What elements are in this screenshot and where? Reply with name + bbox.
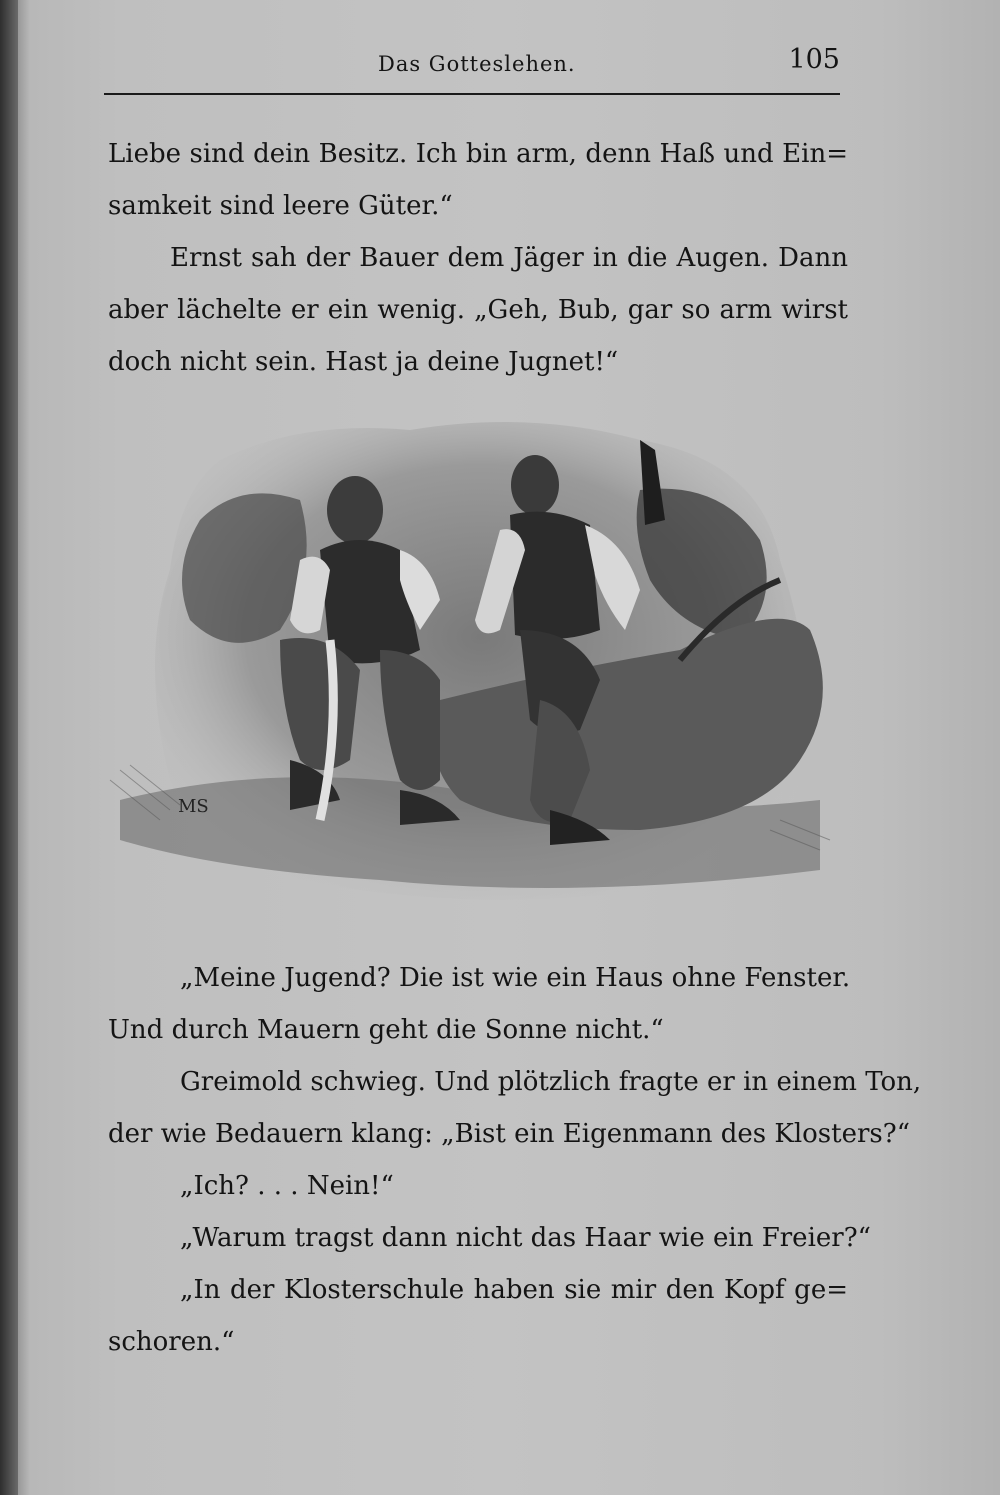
text-line: schoren.“: [108, 1327, 235, 1357]
text-line: Greimold schwieg. Und plötzlich fragte er in einem Ton,: [180, 1067, 922, 1097]
text-line: aber lächelte er ein wenig. „Geh, Bub, gar so arm wirst: [108, 295, 848, 325]
text-line: der wie Bedauern klang: „Bist ein Eigenmann des Klosters?“: [108, 1119, 910, 1149]
text-line: „Meine Jugend? Die ist wie ein Haus ohne Fenster.: [180, 963, 851, 993]
running-title: Das Gotteslehen.: [378, 52, 576, 76]
header-rule: [104, 93, 840, 95]
book-spine-shadow: [0, 0, 18, 1495]
engraving-illustration: [80, 400, 860, 920]
text-line: doch nicht sein. Hast ja deine Jugnet!“: [108, 347, 619, 377]
text-line: „Warum tragst dann nicht das Haar wie ein Freier?“: [180, 1223, 871, 1253]
two-men-sitting-illustration: [80, 400, 860, 920]
text-line: samkeit sind leere Güter.“: [108, 191, 453, 221]
page-number: 105: [788, 44, 840, 75]
text-line: „Ich? . . . Nein!“: [180, 1171, 394, 1201]
text-line: Liebe sind dein Besitz. Ich bin arm, denn Haß und Ein=: [108, 139, 848, 169]
artist-signature: MS: [178, 796, 209, 817]
top-paragraphs: [108, 128, 848, 388]
bottom-paragraphs: [108, 952, 922, 1368]
text-line: Ernst sah der Bauer dem Jäger in die Augen. Dann: [170, 243, 848, 273]
text-line: Und durch Mauern geht die Sonne nicht.“: [108, 1015, 664, 1045]
running-head: [108, 44, 840, 84]
text-line: „In der Klosterschule haben sie mir den Kopf ge=: [180, 1275, 848, 1305]
